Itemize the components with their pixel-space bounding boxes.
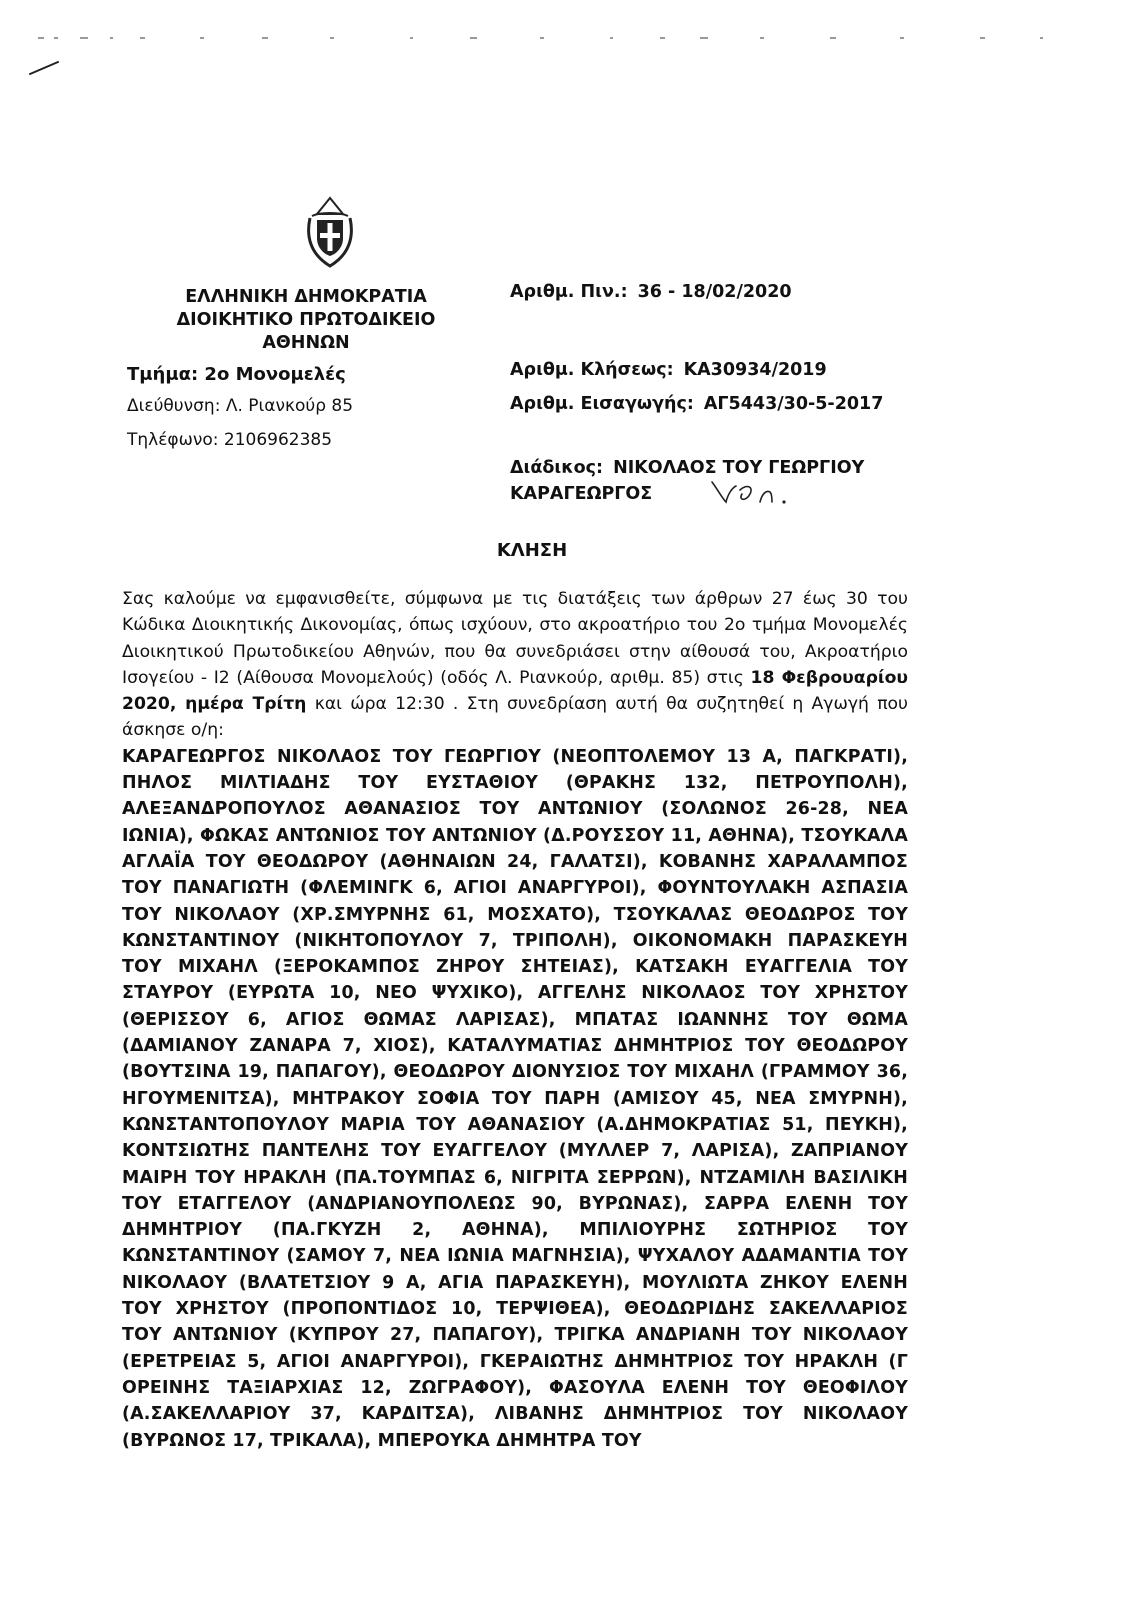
summons-intro-text-2: και ώρα 12:30 . Στη συνεδρίαση αυτή θα συζητηθεί η Αγωγή που άσκησε ο/η: <box>122 694 908 741</box>
issuer-line-court: ΔΙΟΙΚΗΤΙΚΟ ΠΡΩΤΟΔΙΚΕΙΟ <box>176 310 436 330</box>
docket-number-label: Αριθμ. Πιν.: <box>510 282 628 302</box>
greek-coat-of-arms-emblem <box>300 192 360 272</box>
scan-artifact-dots <box>0 28 1132 48</box>
litigant-name: ΝΙΚΟΛΑΟΣ ΤΟΥ ΓΕΩΡΓΙΟΥ <box>613 458 865 478</box>
court-phone: Τηλέφωνο: 2106962385 <box>127 430 333 450</box>
litigant-label: Διάδικος: <box>510 458 604 478</box>
department: Τμήμα: 2ο Μονομελές <box>127 364 346 385</box>
summons-body <box>122 586 908 1454</box>
docket-number-value: 36 - 18/02/2020 <box>637 282 792 302</box>
pen-stroke-mark <box>28 56 64 78</box>
issuer-line-state: ΕΛΛΗΝΙΚΗ ΔΗΜΟΚΡΑΤΙΑ <box>185 287 427 307</box>
handwritten-initials <box>708 476 798 508</box>
litigant <box>510 458 864 478</box>
issuer-line-city: ΑΘΗΝΩΝ <box>262 333 350 353</box>
summons-number <box>510 360 827 380</box>
litigant-surname: ΚΑΡΑΓΕΩΡΓΟΣ <box>510 484 653 504</box>
document-title: ΚΛΗΣΗ <box>496 540 568 561</box>
docket-number <box>510 282 792 302</box>
summons-number-value: ΚΑ30934/2019 <box>683 360 827 380</box>
summons-intro <box>122 586 908 744</box>
court-address: Διεύθυνση: Λ. Ριανκούρ 85 <box>127 396 354 416</box>
entry-number-label: Αριθμ. Εισαγωγής: <box>510 394 694 414</box>
plaintiffs-list: ΚΑΡΑΓΕΩΡΓΟΣ ΝΙΚΟΛΑΟΣ ΤΟΥ ΓΕΩΡΓΙΟΥ (ΝΕΟΠΤΟΛΕΜΟΥ 13 Α, ΠΑΓΚΡΑΤΙ), ΠΗΛΟΣ ΜΙΛΤΙΑΔΗΣ ΤΟΥ ΕΥΣΤΑΘΙΟΥ (ΘΡΑΚΗΣ 132, ΠΕΤΡΟΥΠΟΛΗ), ΑΛΕΞΑΝΔΡΟΠΟΥΛΟΣ ΑΘΑΝΑΣΙΟΣ ΤΟΥ ΑΝΤΩΝΙΟΥ (ΣΟΛΩΝΟΣ 26-28, ΝΕΑ ΙΩΝΙΑ), ΦΩΚΑΣ ΑΝΤΩΝΙΟΣ ΤΟΥ ΑΝΤΩΝΙΟΥ (Δ.ΡΟΥΣΣΟΥ 11, ΑΘΗΝΑ), ΤΣΟΥΚΑΛΑ ΑΓΛΑΪΑ ΤΟΥ ΘΕΟΔΩΡΟΥ (ΑΘΗΝΑΙΩΝ 24, ΓΑΛΑΤΣΙ), ΚΟΒΑΝΗΣ ΧΑΡΑΛΑΜΠΟΣ ΤΟΥ ΠΑΝΑΓΙΩΤΗ (ΦΛΕΜΙΝΓΚ 6, ΑΓΙΟΙ ΑΝΑΡΓΥΡΟΙ), ΦΟΥΝΤΟΥΛΑΚΗ ΑΣΠΑΣΙΑ ΤΟΥ ΝΙΚΟΛΑΟΥ (ΧΡ.ΣΜΥΡΝΗΣ 61, ΜΟΣΧΑΤΟ), ΤΣΟΥΚΑΛΑΣ ΘΕΟΔΩΡΟΣ ΤΟΥ ΚΩΝΣΤΑΝΤΙΝΟΥ (ΝΙΚΗΤΟΠΟΥΛΟΥ 7, ΤΡΙΠΟΛΗ), ΟΙΚΟΝΟΜΑΚΗ ΠΑΡΑΣΚΕΥΗ ΤΟΥ ΜΙΧΑΗΛ (ΞΕΡΟΚΑΜΠΟΣ ΖΗΡΟΥ ΣΗΤΕΙΑΣ), ΚΑΤΣΑΚΗ ΕΥΑΓΓΕΛΙΑ ΤΟΥ ΣΤΑΥΡΟΥ (ΕΥΡΩΤΑ 10, ΝΕΟ ΨΥΧΙΚΟ), ΑΓΓΕΛΗΣ ΝΙΚΟΛΑΟΣ ΤΟΥ ΧΡΗΣΤΟΥ (ΘΕΡΙΣΣΟΥ 6, ΑΓΙΟΣ ΘΩΜΑΣ ΛΑΡΙΣΑΣ), ΜΠΑΤΑΣ ΙΩΑΝΝΗΣ ΤΟΥ ΘΩΜΑ (ΔΑΜΙΑΝΟΥ ΖΑΝΑΡΑ 7, ΧΙΟΣ), ΚΑΤΑΛΥΜΑΤΙΑΣ ΔΗΜΗΤΡΙΟΣ ΤΟΥ ΘΕΟΔΩΡΟΥ (ΒΟΥΤΣΙΝΑ 19, ΠΑΠΑΓΟΥ), ΘΕΟΔΩΡΟΥ ΔΙΟΝΥΣΙΟΣ ΤΟΥ ΜΙΧΑΗΛ (ΓΡΑΜΜΟΥ 36, ΗΓΟΥΜΕΝΙΤΣΑ), ΜΗΤΡΑΚΟΥ ΣΟΦΙΑ ΤΟΥ ΠΑΡΗ (ΑΜΙΣΟΥ 45, ΝΕΑ ΣΜΥΡΝΗ), ΚΩΝΣΤΑΝΤΟΠΟΥΛΟΥ ΜΑΡΙΑ ΤΟΥ ΑΘΑΝΑΣΙΟΥ (Α.ΔΗΜΟΚΡΑΤΙΑΣ 51, ΠΕΥΚΗ), ΚΟΝΤΣΙΩΤΗΣ ΠΑΝΤΕΛΗΣ ΤΟΥ ΕΥΑΓΓΕΛΟΥ (ΜΥΛΛΕΡ 7, ΛΑΡΙΣΑ), ΖΑΠΡΙΑΝΟΥ ΜΑΙΡΗ ΤΟΥ ΗΡΑΚΛΗ (ΠΑ.ΤΟΥΜΠΑΣ 6, ΝΙΓΡΙΤΑ ΣΕΡΡΩΝ), ΝΤΖΑΜΙΛΗ ΒΑΣΙΛΙΚΗ ΤΟΥ ΕΤΑΓΓΕΛΟΥ (ΑΝΔΡΙΑΝΟΥΠΟΛΕΩΣ 90, ΒΥΡΩΝΑΣ), ΣΑΡΡΑ ΕΛΕΝΗ ΤΟΥ ΔΗΜΗΤΡΙΟΥ (ΠΑ.ΓΚΥΖΗ 2, ΑΘΗΝΑ), ΜΠΙΛΙΟΥΡΗΣ ΣΩΤΗΡΙΟΣ ΤΟΥ ΚΩΝΣΤΑΝΤΙΝΟΥ (ΣΑΜΟΥ 7, ΝΕΑ ΙΩΝΙΑ ΜΑΓΝΗΣΙΑ), ΨΥΧΑΛΟΥ ΑΔΑΜΑΝΤΙΑ ΤΟΥ ΝΙΚΟΛΑΟΥ (ΒΛΑΤΕΤΣΙΟΥ 9 Α, ΑΓΙΑ ΠΑΡΑΣΚΕΥΗ), ΜΟΥΛΙΩΤΑ ΖΗΚΟΥ ΕΛΕΝΗ ΤΟΥ ΧΡΗΣΤΟΥ (ΠΡΟΠΟΝΤΙΔΟΣ 10, ΤΕΡΨΙΘΕΑ), ΘΕΟΔΩΡΙΔΗΣ ΣΑΚΕΛΛΑΡΙΟΣ ΤΟΥ ΑΝΤΩΝΙΟΥ (ΚΥΠΡΟΥ 27, ΠΑΠΑΓΟΥ), ΤΡΙΓΚΑ ΑΝΔΡΙΑΝΗ ΤΟΥ ΝΙΚΟΛΑΟΥ (ΕΡΕΤΡΕΙΑΣ 5, ΑΓΙΟΙ ΑΝΑΡΓΥΡΟΙ), ΓΚΕΡΑΙΩΤΗΣ ΔΗΜΗΤΡΙΟΣ ΤΟΥ ΗΡΑΚΛΗ (Γ ΟΡΕΙΝΗΣ ΤΑΞΙΑΡΧΙΑΣ 12, ΖΩΓΡΑΦΟΥ), ΦΑΣΟΥΛΑ ΕΛΕΝΗ ΤΟΥ ΘΕΟΦΙΛΟΥ (Α.ΣΑΚΕΛΛΑΡΙΟΥ 37, ΚΑΡΔΙΤΣΑ), ΛΙΒΑΝΗΣ ΔΗΜΗΤΡΙΟΣ ΤΟΥ ΝΙΚΟΛΑΟΥ (ΒΥΡΩΝΟΣ 17, ΤΡΙΚΑΛΑ), ΜΠΕΡΟΥΚΑ ΔΗΜΗΤΡΑ ΤΟΥ <box>122 746 908 1451</box>
issuer-header <box>130 286 482 355</box>
entry-number <box>510 394 883 414</box>
entry-number-value: ΑΓ5443/30-5-2017 <box>703 394 884 414</box>
summons-intro-text: Σας καλούμε να εμφανισθείτε, σύμφωνα με τις διατάξεις των άρθρων 27 έως 30 του Κώδικα Διοικητικής Δικονομίας, όπως ισχύουν, στο ακροατήριο του 2ο τμήμα Μονομελές Διοικητικού Πρωτοδικείου Αθηνών, που θα συνεδριάσει στην αίθουσά του, Ακροατήριο Ισογείου - Ι2 (Αίθουσα Μονομελούς) (οδός Λ. Ριανκούρ, αριθμ. 85) στις <box>122 589 908 688</box>
summons-number-label: Αριθμ. Κλήσεως: <box>510 360 674 380</box>
hearing-date: 18 Φεβρουαρίου 2020, ημέρα Τρίτη <box>122 667 908 715</box>
